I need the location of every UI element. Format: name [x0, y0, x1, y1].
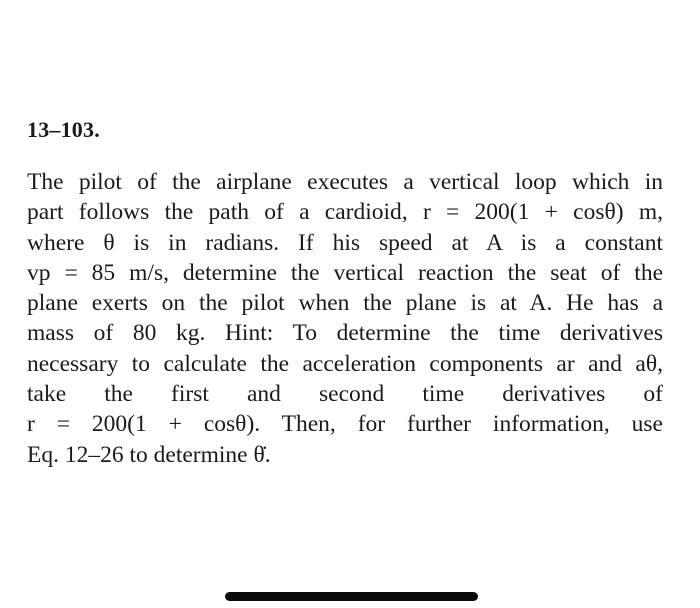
problem-statement — [27, 167, 663, 470]
problem-line-3: where θ is in radians. If his speed at A is a constant — [27, 229, 663, 256]
problem-line-8: take the first and second time derivatives of — [27, 381, 663, 408]
home-indicator-bar[interactable] — [225, 592, 478, 601]
problem-number: 13–103. — [27, 117, 100, 142]
problem-line-1: The pilot of the airplane executes a vertical loop which in — [27, 169, 663, 195]
problem-line-9: r = 200(1 + cosθ). Then, for further information, use — [27, 411, 663, 438]
problem-line-5: plane exerts on the pilot when the plane is at A. He has a — [27, 290, 663, 317]
problem-line-2: part follows the path of a cardioid, r = 200(1 + cosθ) m, — [27, 199, 663, 226]
problem-line-6: mass of 80 kg. Hint: To determine the time derivatives — [27, 320, 663, 347]
problem-line-10: Eq. 12–26 to determine θ̇. — [27, 441, 271, 468]
problem-line-7: necessary to calculate the acceleration components ar and aθ, — [27, 350, 663, 377]
problem-line-4: vp = 85 m/s, determine the vertical reaction the seat of the — [27, 259, 663, 286]
